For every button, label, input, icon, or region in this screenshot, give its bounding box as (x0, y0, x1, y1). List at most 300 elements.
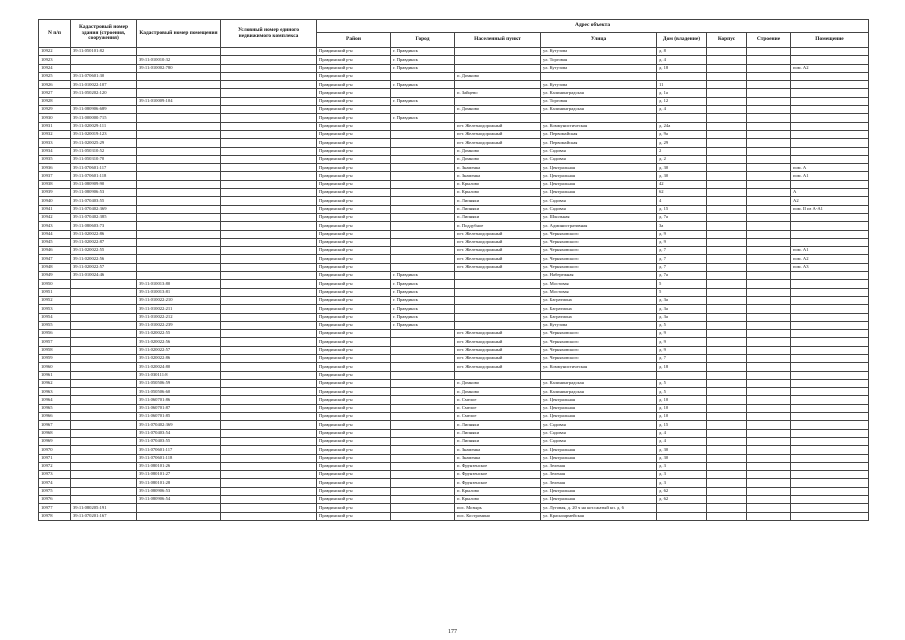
cell-stroenie (747, 487, 791, 495)
cell-city: г. Правдинск (391, 313, 455, 321)
table-row (39, 413, 869, 421)
cell-num: 10954 (39, 313, 71, 321)
cell-street: ул. Административная (541, 222, 657, 230)
cell-pomeshchenie (791, 479, 869, 487)
cell-settlement: пгт. Железнодорожный (455, 363, 541, 371)
cell-pomeshchenie (791, 272, 869, 280)
table-row (39, 222, 869, 230)
cell-city (391, 437, 455, 445)
cell-korpus (707, 180, 747, 188)
cell-stroenie (747, 446, 791, 454)
cell-pomeshchenie: пом. А3 (791, 263, 869, 271)
cell-num: 10922 (39, 48, 71, 56)
cell-num: 10942 (39, 213, 71, 221)
cell-district: Правдинский р-н (317, 280, 391, 288)
cell-num: 10945 (39, 238, 71, 246)
cell-kad-room (137, 238, 221, 246)
cell-conditional (221, 213, 317, 221)
table-row (39, 139, 869, 147)
cell-city (391, 205, 455, 213)
cell-street: ул. Садовая (541, 429, 657, 437)
table-row (39, 371, 869, 379)
cell-kad-room (137, 164, 221, 172)
table-row (39, 280, 869, 288)
cell-korpus (707, 247, 747, 255)
cell-pomeshchenie (791, 462, 869, 470)
cell-num: 10978 (39, 512, 71, 520)
cell-house: д. 4 (657, 56, 707, 64)
cell-kad-building: 39:11:000000:715 (71, 114, 137, 122)
cell-settlement: пос. Костромино (455, 512, 541, 520)
cell-num: 10956 (39, 330, 71, 338)
cell-settlement: пгт. Железнодорожный (455, 130, 541, 138)
cell-city (391, 155, 455, 163)
cell-settlement (455, 114, 541, 122)
cell-settlement (455, 305, 541, 313)
cell-stroenie (747, 305, 791, 313)
cell-city (391, 454, 455, 462)
cell-conditional (221, 56, 317, 64)
cell-pomeshchenie (791, 114, 869, 122)
header-row-top (39, 20, 869, 33)
cell-korpus (707, 354, 747, 362)
cell-district: Правдинский р-н (317, 296, 391, 304)
cell-house: д. 15 (657, 205, 707, 213)
cell-settlement (455, 280, 541, 288)
cell-city (391, 139, 455, 147)
cell-settlement: пгт. Железнодорожный (455, 139, 541, 147)
cell-district: Правдинский р-н (317, 379, 391, 387)
cell-stroenie (747, 238, 791, 246)
cell-settlement: п. Фрунзенское (455, 462, 541, 470)
cell-kad-building: 39:11:050101:82 (71, 48, 137, 56)
cell-pomeshchenie (791, 222, 869, 230)
cell-district: Правдинский р-н (317, 130, 391, 138)
cell-num: 10931 (39, 122, 71, 130)
cell-street: ул. Черняховского (541, 263, 657, 271)
table-row (39, 446, 869, 454)
cell-street: ул. Центральная (541, 446, 657, 454)
table-row (39, 429, 869, 437)
cell-kad-room: 39:11:070601:117 (137, 446, 221, 454)
cell-street: ул. Набережная (541, 272, 657, 280)
cell-district: Правдинский р-н (317, 288, 391, 296)
cell-settlement (455, 272, 541, 280)
cell-num: 10974 (39, 479, 71, 487)
cell-conditional (221, 504, 317, 512)
cell-conditional (221, 172, 317, 180)
table-row (39, 479, 869, 487)
cell-house: д. 9 (657, 338, 707, 346)
cell-korpus (707, 139, 747, 147)
cell-settlement (455, 288, 541, 296)
cell-city (391, 446, 455, 454)
cell-korpus (707, 230, 747, 238)
cell-conditional (221, 363, 317, 371)
cell-stroenie (747, 147, 791, 155)
cell-district: Правдинский р-н (317, 321, 391, 329)
cell-stroenie (747, 421, 791, 429)
cell-settlement: п. Смелое (455, 413, 541, 421)
cell-district: Правдинский р-н (317, 330, 391, 338)
cell-conditional (221, 346, 317, 354)
header-settlement: Населенный пункт (455, 33, 541, 48)
cell-conditional (221, 429, 317, 437)
table-row (39, 462, 869, 470)
cell-house: д. 5 (657, 388, 707, 396)
cell-settlement (455, 313, 541, 321)
cell-kad-building (71, 479, 137, 487)
cell-pomeshchenie (791, 81, 869, 89)
cell-korpus (707, 388, 747, 396)
cell-city (391, 512, 455, 520)
table-row (39, 172, 869, 180)
cell-korpus (707, 496, 747, 504)
cell-kad-building: 39:11:010024:46 (71, 272, 137, 280)
cell-num: 10950 (39, 280, 71, 288)
cell-district: Правдинский р-н (317, 247, 391, 255)
cell-stroenie (747, 106, 791, 114)
cell-city: г. Правдинск (391, 305, 455, 313)
cell-house: д. 7 (657, 247, 707, 255)
cell-kad-room: 39:11:080101:28 (137, 479, 221, 487)
cell-stroenie (747, 247, 791, 255)
cell-pomeshchenie (791, 280, 869, 288)
cell-stroenie (747, 379, 791, 387)
cell-house (657, 114, 707, 122)
cell-district: Правдинский р-н (317, 446, 391, 454)
cell-district: Правдинский р-н (317, 106, 391, 114)
table-row (39, 122, 869, 130)
cell-street: ул. Садовая (541, 205, 657, 213)
cell-korpus (707, 437, 747, 445)
cell-district: Правдинский р-н (317, 487, 391, 495)
cell-house: д. 9 (657, 238, 707, 246)
cell-settlement: п. Знаменка (455, 172, 541, 180)
table-row (39, 504, 869, 512)
cell-korpus (707, 346, 747, 354)
cell-stroenie (747, 64, 791, 72)
cell-street: ул. Черняховского (541, 247, 657, 255)
header-house: Дом (владение) (657, 33, 707, 48)
cell-stroenie (747, 114, 791, 122)
table-row (39, 487, 869, 495)
table-row (39, 114, 869, 122)
cell-settlement: пгт. Железнодорожный (455, 346, 541, 354)
cell-conditional (221, 487, 317, 495)
table-body (39, 48, 869, 521)
cell-pomeshchenie (791, 330, 869, 338)
cell-pomeshchenie: А2 (791, 197, 869, 205)
cell-kad-building (71, 313, 137, 321)
cell-house: д. 4 (657, 429, 707, 437)
table-row (39, 272, 869, 280)
cell-pomeshchenie (791, 155, 869, 163)
cell-city (391, 487, 455, 495)
cell-city: г. Правдинск (391, 280, 455, 288)
cell-conditional (221, 479, 317, 487)
cell-korpus (707, 97, 747, 105)
cell-korpus (707, 106, 747, 114)
cell-city (391, 130, 455, 138)
cell-house: д. 7а (657, 213, 707, 221)
cell-street: ул. Коммунистическая (541, 122, 657, 130)
cell-city (391, 247, 455, 255)
cell-house: д. 7а (657, 272, 707, 280)
cell-stroenie (747, 479, 791, 487)
cell-settlement: п. Знаменка (455, 164, 541, 172)
cell-street (541, 72, 657, 80)
cell-kad-building (71, 305, 137, 313)
cell-num: 10946 (39, 247, 71, 255)
cell-conditional (221, 462, 317, 470)
cell-num: 10953 (39, 305, 71, 313)
cell-house: д. 12 (657, 97, 707, 105)
cell-kad-room: 39:11:010013:80 (137, 280, 221, 288)
table-row (39, 338, 869, 346)
cell-korpus (707, 512, 747, 520)
cell-street: ул. Первомайская (541, 139, 657, 147)
cell-kad-room: 39:11:070403:54 (137, 429, 221, 437)
cell-district: Правдинский р-н (317, 313, 391, 321)
cell-stroenie (747, 313, 791, 321)
cell-district: Правдинский р-н (317, 213, 391, 221)
cell-district: Правдинский р-н (317, 471, 391, 479)
cell-kad-building (71, 379, 137, 387)
cell-kad-building (71, 330, 137, 338)
cell-street: ул. Калининградская (541, 106, 657, 114)
cell-street: ул. Садовая (541, 197, 657, 205)
cell-stroenie (747, 222, 791, 230)
cell-house: д. 3а (657, 305, 707, 313)
cell-district: Правдинский р-н (317, 338, 391, 346)
cell-house: 62 (657, 189, 707, 197)
cell-house: 5 (657, 280, 707, 288)
cell-settlement: п. Липняки (455, 197, 541, 205)
cell-num: 10957 (39, 338, 71, 346)
cell-conditional (221, 512, 317, 520)
cell-kad-building (71, 454, 137, 462)
cell-district: Правдинский р-н (317, 454, 391, 462)
cell-district: Правдинский р-н (317, 354, 391, 362)
cell-house: д. 30 (657, 172, 707, 180)
table-row (39, 496, 869, 504)
cell-city (391, 396, 455, 404)
cell-kad-room (137, 155, 221, 163)
cell-conditional (221, 388, 317, 396)
cell-street: ул. Садовая (541, 437, 657, 445)
cell-stroenie (747, 89, 791, 97)
cell-kad-building: 39:11:050310:52 (71, 147, 137, 155)
cell-pomeshchenie (791, 437, 869, 445)
cell-pomeshchenie (791, 230, 869, 238)
cell-district: Правдинский р-н (317, 429, 391, 437)
cell-house: д. 1а (657, 89, 707, 97)
cell-stroenie (747, 189, 791, 197)
cell-kad-building (71, 363, 137, 371)
cell-settlement: пгт. Железнодорожный (455, 122, 541, 130)
cell-korpus (707, 413, 747, 421)
cell-pomeshchenie (791, 130, 869, 138)
cell-house: д. 18 (657, 363, 707, 371)
cell-conditional (221, 321, 317, 329)
cell-city (391, 197, 455, 205)
cell-pomeshchenie (791, 106, 869, 114)
cell-street: ул. Черняховского (541, 230, 657, 238)
cell-num: 10971 (39, 454, 71, 462)
cell-street: ул. Красноармейская (541, 512, 657, 520)
cell-city (391, 89, 455, 97)
cell-conditional (221, 338, 317, 346)
cell-house: д. 9 (657, 346, 707, 354)
cell-city (391, 379, 455, 387)
cell-korpus (707, 338, 747, 346)
cell-district: Правдинский р-н (317, 64, 391, 72)
cell-settlement: п. Домново (455, 106, 541, 114)
cell-conditional (221, 155, 317, 163)
cell-street: ул. Центральная (541, 454, 657, 462)
cell-settlement: п. Смелое (455, 404, 541, 412)
cell-num: 10962 (39, 379, 71, 387)
table-row (39, 396, 869, 404)
cell-house: д. 9 (657, 330, 707, 338)
cell-conditional (221, 64, 317, 72)
cell-kad-room: 39:11:010022:212 (137, 313, 221, 321)
page-number: 177 (448, 629, 457, 635)
cell-house (657, 72, 707, 80)
cell-district: Правдинский р-н (317, 114, 391, 122)
cell-city (391, 238, 455, 246)
cell-pomeshchenie (791, 454, 869, 462)
cell-conditional (221, 371, 317, 379)
cell-stroenie (747, 213, 791, 221)
cell-city (391, 471, 455, 479)
table-row (39, 313, 869, 321)
cell-city (391, 255, 455, 263)
cell-pomeshchenie (791, 180, 869, 188)
cell-num: 10949 (39, 272, 71, 280)
cell-stroenie (747, 296, 791, 304)
cell-num: 10963 (39, 388, 71, 396)
cell-street (541, 114, 657, 122)
cell-district: Правдинский р-н (317, 97, 391, 105)
cell-city: г. Правдинск (391, 81, 455, 89)
cell-pomeshchenie (791, 288, 869, 296)
cell-settlement: п. Домново (455, 147, 541, 155)
cell-street: ул. Центральная (541, 172, 657, 180)
cell-city: г. Правдинск (391, 288, 455, 296)
cell-city (391, 504, 455, 512)
cell-stroenie (747, 130, 791, 138)
cell-kad-building (71, 404, 137, 412)
cell-district: Правдинский р-н (317, 388, 391, 396)
cell-kad-room: 39:11:020024:80 (137, 363, 221, 371)
cell-street: ул. Черняховского (541, 238, 657, 246)
cell-settlement: пос. Мозырь (455, 504, 541, 512)
cell-house: д. 5 (657, 321, 707, 329)
cell-house: 11 (657, 81, 707, 89)
header-num: N п/п (39, 20, 71, 48)
cell-kad-room (137, 263, 221, 271)
cell-settlement: п. Домново (455, 155, 541, 163)
cell-kad-room: 39:11:010022:239 (137, 321, 221, 329)
cell-house (657, 512, 707, 520)
cell-conditional (221, 230, 317, 238)
cell-korpus (707, 421, 747, 429)
cell-settlement: п. Поддубное (455, 222, 541, 230)
cell-num: 10932 (39, 130, 71, 138)
cell-city (391, 429, 455, 437)
cell-kad-building: 39:11:080906:689 (71, 106, 137, 114)
cell-num: 10927 (39, 89, 71, 97)
cell-kad-room (137, 72, 221, 80)
cell-num: 10973 (39, 471, 71, 479)
cell-korpus (707, 462, 747, 470)
cell-house: д. 30 (657, 164, 707, 172)
cell-korpus (707, 305, 747, 313)
cell-kad-building (71, 496, 137, 504)
cell-kad-building (71, 462, 137, 470)
cell-korpus (707, 189, 747, 197)
cell-house: д. 62 (657, 496, 707, 504)
table-row (39, 89, 869, 97)
cell-street: ул. Луговая, д. 20 ч на кот.сжатый кп. д. 6 (541, 504, 657, 512)
cell-street: ул. Кутузова (541, 321, 657, 329)
cell-settlement: п. Знаменка (455, 454, 541, 462)
cell-stroenie (747, 354, 791, 362)
cell-district: Правдинский р-н (317, 512, 391, 520)
cell-kad-room (137, 48, 221, 56)
cell-korpus (707, 330, 747, 338)
cell-settlement (455, 48, 541, 56)
table-row (39, 512, 869, 520)
cell-num: 10966 (39, 413, 71, 421)
cell-stroenie (747, 72, 791, 80)
cell-street: ул. Центральная (541, 404, 657, 412)
cell-conditional (221, 130, 317, 138)
cell-korpus (707, 205, 747, 213)
cell-stroenie (747, 512, 791, 520)
cell-kad-building (71, 446, 137, 454)
header-conditional: Условный номер единого недвижимого комплекса (221, 20, 317, 48)
cell-kad-room: 39:11:080101:27 (137, 471, 221, 479)
cell-pomeshchenie (791, 363, 869, 371)
cell-kad-room: 39:11:010010:32 (137, 56, 221, 64)
cell-settlement (455, 296, 541, 304)
cell-stroenie (747, 413, 791, 421)
table-row (39, 164, 869, 172)
cell-kad-building: 39:11:070601:118 (71, 172, 137, 180)
cell-kad-room (137, 81, 221, 89)
cell-pomeshchenie (791, 56, 869, 64)
cell-city: г. Правдинск (391, 296, 455, 304)
cell-street (541, 371, 657, 379)
cell-house: 42 (657, 180, 707, 188)
cell-pomeshchenie (791, 371, 869, 379)
cell-pomeshchenie (791, 321, 869, 329)
cell-district: Правдинский р-н (317, 437, 391, 445)
cell-stroenie (747, 48, 791, 56)
cell-pomeshchenie (791, 122, 869, 130)
cell-city: г. Правдинск (391, 321, 455, 329)
table-row (39, 404, 869, 412)
cell-kad-room (137, 205, 221, 213)
cell-street: ул. Кутузова (541, 64, 657, 72)
cell-kad-building: 39:11:070601:30 (71, 72, 137, 80)
cell-kad-room: 39:11:010022:211 (137, 305, 221, 313)
cell-korpus (707, 155, 747, 163)
cell-conditional (221, 280, 317, 288)
